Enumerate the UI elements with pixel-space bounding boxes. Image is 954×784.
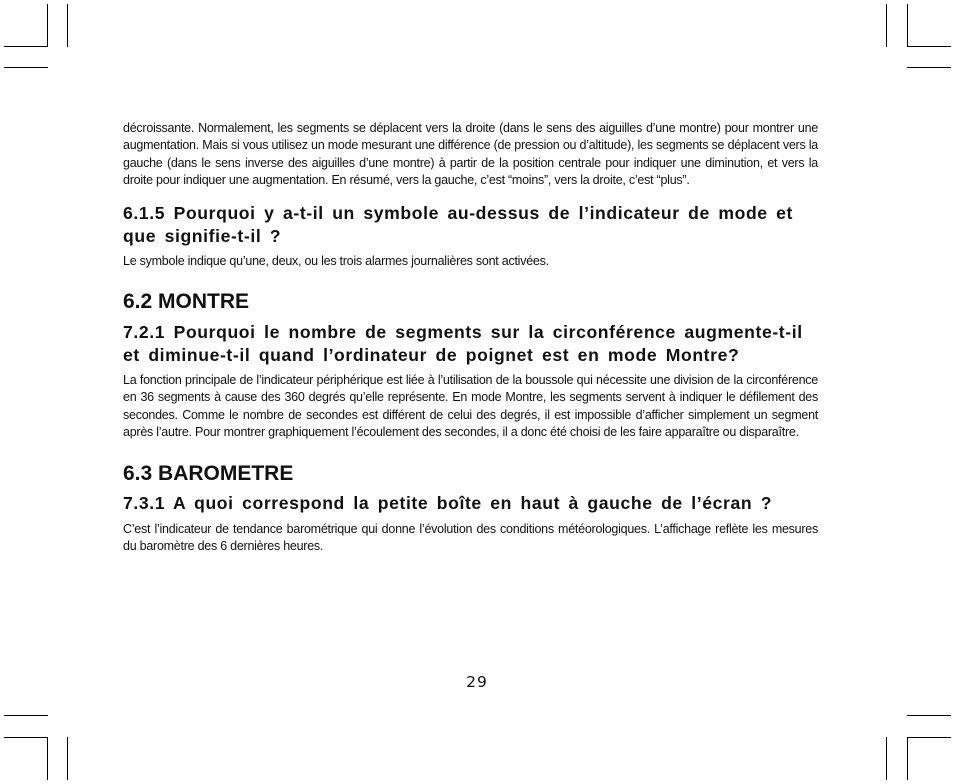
paragraph-6-1-5: Le symbole indique qu’une, deux, ou les trois alarmes journalières sont activées. <box>123 253 549 268</box>
crop-mark <box>67 4 68 47</box>
crop-mark <box>4 67 48 68</box>
heading-6-2: 6.2 MONTRE <box>123 290 250 314</box>
crop-mark <box>4 715 48 716</box>
page-number: 29 <box>466 673 488 691</box>
paragraph-7-3-1: C’est l’indicateur de tendance barométrique qui donne l’évolution des conditions météorologiques. L’affichage reflète les mesures du baromètre des 6 dernières heures. <box>123 521 818 554</box>
crop-mark <box>886 737 887 780</box>
heading-7-3-1: 7.3.1 A quoi correspond la petite boîte en haut à gauche de l’écran ? <box>123 492 773 513</box>
heading-6-1-5: 6.1.5 Pourquoi y a-t-il un symbole au-dessus de l’indicateur de mode et que signifie-t-il ? <box>123 202 794 246</box>
heading-7-2-1: 7.2.1 Pourquoi le nombre de segments sur la circonférence augmente-t-il et diminue-t-il quand l’ordinateur de poignet est en mode Montre? <box>123 322 803 366</box>
paragraph-7-2-1: La fonction principale de l’indicateur périphérique est liée à l’utilisation de la boussole qui nécessite une division de la circonférence en 36 segments à cause des 360 degrés qu’elle représente. En mode Montre, les segments servent à indiquer le défilement des secondes. Comme le nombre de secondes est différent de celui des degrés, il est impossible d’afficher simplement un segment après l’autre. Pour montrer graphiquement l’écoulement des secondes, il a donc été choisi de les faire apparaître ou disparaître. <box>123 373 818 440</box>
crop-mark <box>4 46 48 47</box>
crop-mark <box>907 737 908 780</box>
heading-6-3: 6.3 BAROMETRE <box>123 461 294 485</box>
crop-mark <box>67 737 68 780</box>
crop-mark <box>907 67 951 68</box>
crop-mark <box>886 4 887 47</box>
crop-mark <box>907 737 951 738</box>
crop-mark <box>47 737 48 780</box>
crop-mark <box>907 46 951 47</box>
crop-mark <box>907 715 951 716</box>
crop-mark <box>4 737 48 738</box>
intro-paragraph: décroissante. Normalement, les segments se déplacent vers la droite (dans le sens des aiguilles d’une montre) pour montrer une augmentation. Mais si vous utilisez un mode mesurant une différence (de pression ou d’altitude), les segments se déplacent vers la gauche (dans le sens inverse des aiguilles d’une montre) à partir de la position centrale pour indiquer une diminution, et vers la droite pour indiquer une augmentation. En résumé, vers la gauche, c’est “moins”, vers la droite, c’est “plus”. <box>123 121 818 188</box>
crop-mark <box>907 4 908 47</box>
crop-mark <box>47 4 48 47</box>
page-content <box>123 120 818 555</box>
